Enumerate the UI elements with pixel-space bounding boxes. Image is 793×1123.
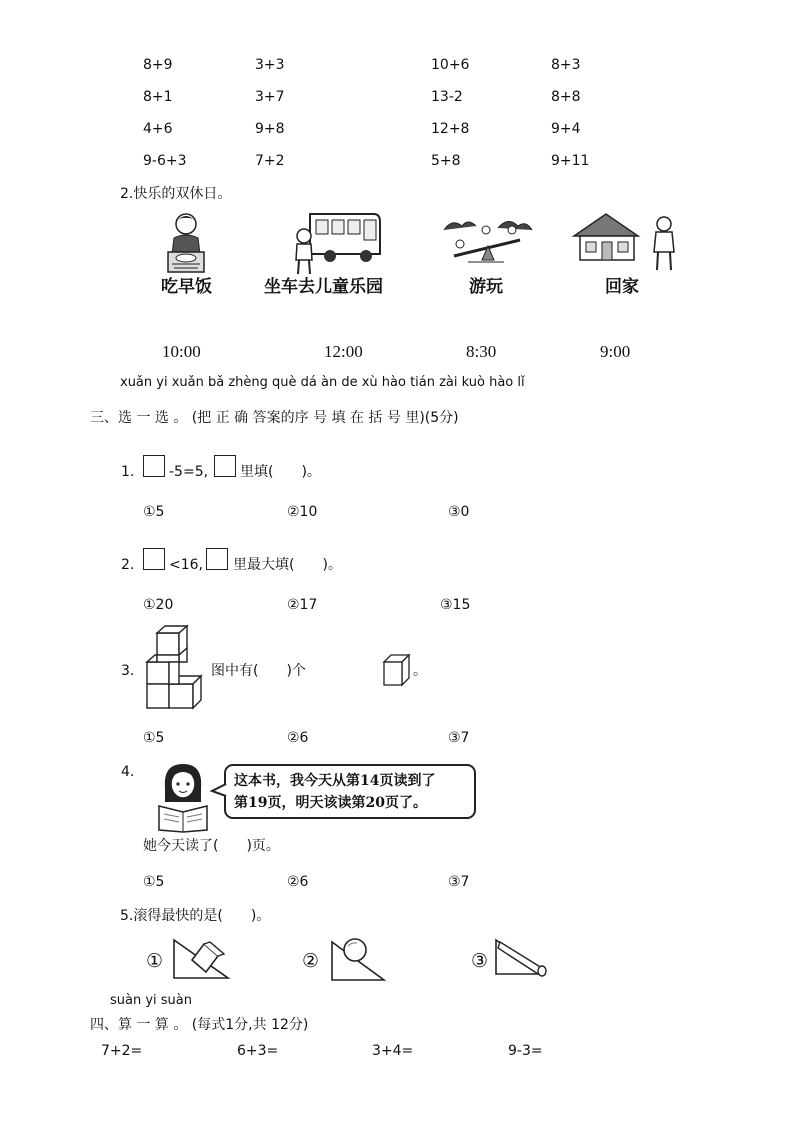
bubble-tail <box>212 784 226 798</box>
expr-r1c4: 8+3 <box>551 57 581 73</box>
s3-q4-option-1[interactable]: ①5 <box>143 874 165 890</box>
calc-3[interactable]: 3+4= <box>372 1043 414 1059</box>
s3-q2-option-3[interactable]: ③15 <box>440 597 471 613</box>
expr-r2c2: 3+7 <box>255 89 285 105</box>
s3-q4-number: 4. <box>121 764 135 780</box>
answer-box[interactable] <box>143 548 165 570</box>
expr-r1c3: 10+6 <box>431 57 470 73</box>
time-4: 9:00 <box>600 342 631 361</box>
s3-q1-number: 1. <box>121 464 135 480</box>
calc-4[interactable]: 9-3= <box>508 1043 543 1059</box>
s3-q5-mark-2[interactable]: ② <box>302 950 320 972</box>
pinyin-xuan-yi-xuan: xuǎn yi xuǎn bǎ zhèng què dá àn de xù hào tián zài kuò hào lǐ <box>120 375 525 390</box>
answer-box[interactable] <box>214 455 236 477</box>
time-1: 10:00 <box>162 342 201 361</box>
expr-r4c4: 9+11 <box>551 153 590 169</box>
slope-with-cylinder-illustration <box>494 938 550 980</box>
expr-r3c2: 9+8 <box>255 121 285 137</box>
time-3: 8:30 <box>466 342 497 361</box>
s3-q2-expression: <16, <box>169 557 203 573</box>
reading-girl-illustration <box>155 762 211 832</box>
pinyin-suan-yi-suan: suàn yi suàn <box>110 993 193 1008</box>
expr-r2c1: 8+1 <box>143 89 173 105</box>
slope-with-ball-illustration <box>330 936 386 982</box>
calc-1[interactable]: 7+2= <box>101 1043 143 1059</box>
expr-r1c2: 3+3 <box>255 57 285 73</box>
speech-bubble <box>224 764 476 819</box>
s3-q5-mark-1[interactable]: ① <box>146 950 164 972</box>
expr-r2c3: 13-2 <box>431 89 463 105</box>
expr-r3c1: 4+6 <box>143 121 173 137</box>
s3-q4-option-2[interactable]: ②6 <box>287 874 309 890</box>
activity-home: 回家 <box>605 277 639 297</box>
house-illustration <box>572 210 682 274</box>
s3-q5-mark-3[interactable]: ③ <box>471 950 489 972</box>
single-cube-icon <box>383 654 411 686</box>
calc-2[interactable]: 6+3= <box>237 1043 279 1059</box>
activity-breakfast: 吃早饭 <box>161 277 212 297</box>
activity-play: 游玩 <box>469 277 503 297</box>
expr-r4c1: 9-6+3 <box>143 153 187 169</box>
section3-heading: 三、选 一 选 。 (把 正 确 答案的序 号 填 在 括 号 里)(5分) <box>90 410 459 426</box>
s3-q1-option-1[interactable]: ①5 <box>143 504 165 520</box>
playground-illustration <box>438 216 534 266</box>
bubble-line-2: 第19页，明天该读第20页了。 <box>234 795 427 811</box>
slope-with-cube-illustration <box>172 938 230 980</box>
s3-q3-question: 图中有( )个 <box>211 663 306 679</box>
s3-q3-option-3[interactable]: ③7 <box>448 730 470 746</box>
s3-q5-title: 5.滚得最快的是( )。 <box>120 908 271 924</box>
q2-title: 2.快乐的双休日。 <box>120 186 232 202</box>
answer-box[interactable] <box>206 548 228 570</box>
s3-q2-number: 2. <box>121 557 135 573</box>
breakfast-illustration <box>162 212 210 274</box>
cube-stack-illustration <box>147 626 209 712</box>
expr-r3c3: 12+8 <box>431 121 470 137</box>
s3-q2-option-2[interactable]: ②17 <box>287 597 318 613</box>
s3-q1-option-2[interactable]: ②10 <box>287 504 318 520</box>
time-2: 12:00 <box>324 342 363 361</box>
s3-q4-option-3[interactable]: ③7 <box>448 874 470 890</box>
s3-q3-number: 3. <box>121 663 135 679</box>
bus-illustration <box>290 210 382 276</box>
s3-q3-period: 。 <box>413 663 427 679</box>
s3-q1-question: 里填( )。 <box>240 464 321 480</box>
section4-heading: 四、算 一 算 。 (每式1分,共 12分) <box>90 1017 309 1033</box>
expr-r4c2: 7+2 <box>255 153 285 169</box>
s3-q2-question: 里最大填( )。 <box>233 557 342 573</box>
s3-q2-option-1[interactable]: ①20 <box>143 597 174 613</box>
s3-q3-option-2[interactable]: ②6 <box>287 730 309 746</box>
s3-q4-question: 她今天读了( )页。 <box>143 838 280 854</box>
expr-r1c1: 8+9 <box>143 57 173 73</box>
s3-q1-option-3[interactable]: ③0 <box>448 504 470 520</box>
answer-box[interactable] <box>143 455 165 477</box>
bubble-line-1: 这本书，我今天从第14页读到了 <box>234 773 436 789</box>
s3-q1-expression: -5=5, <box>169 464 209 480</box>
activity-bus: 坐车去儿童乐园 <box>264 277 383 297</box>
expr-r4c3: 5+8 <box>431 153 461 169</box>
expr-r2c4: 8+8 <box>551 89 581 105</box>
s3-q3-option-1[interactable]: ①5 <box>143 730 165 746</box>
expr-r3c4: 9+4 <box>551 121 581 137</box>
